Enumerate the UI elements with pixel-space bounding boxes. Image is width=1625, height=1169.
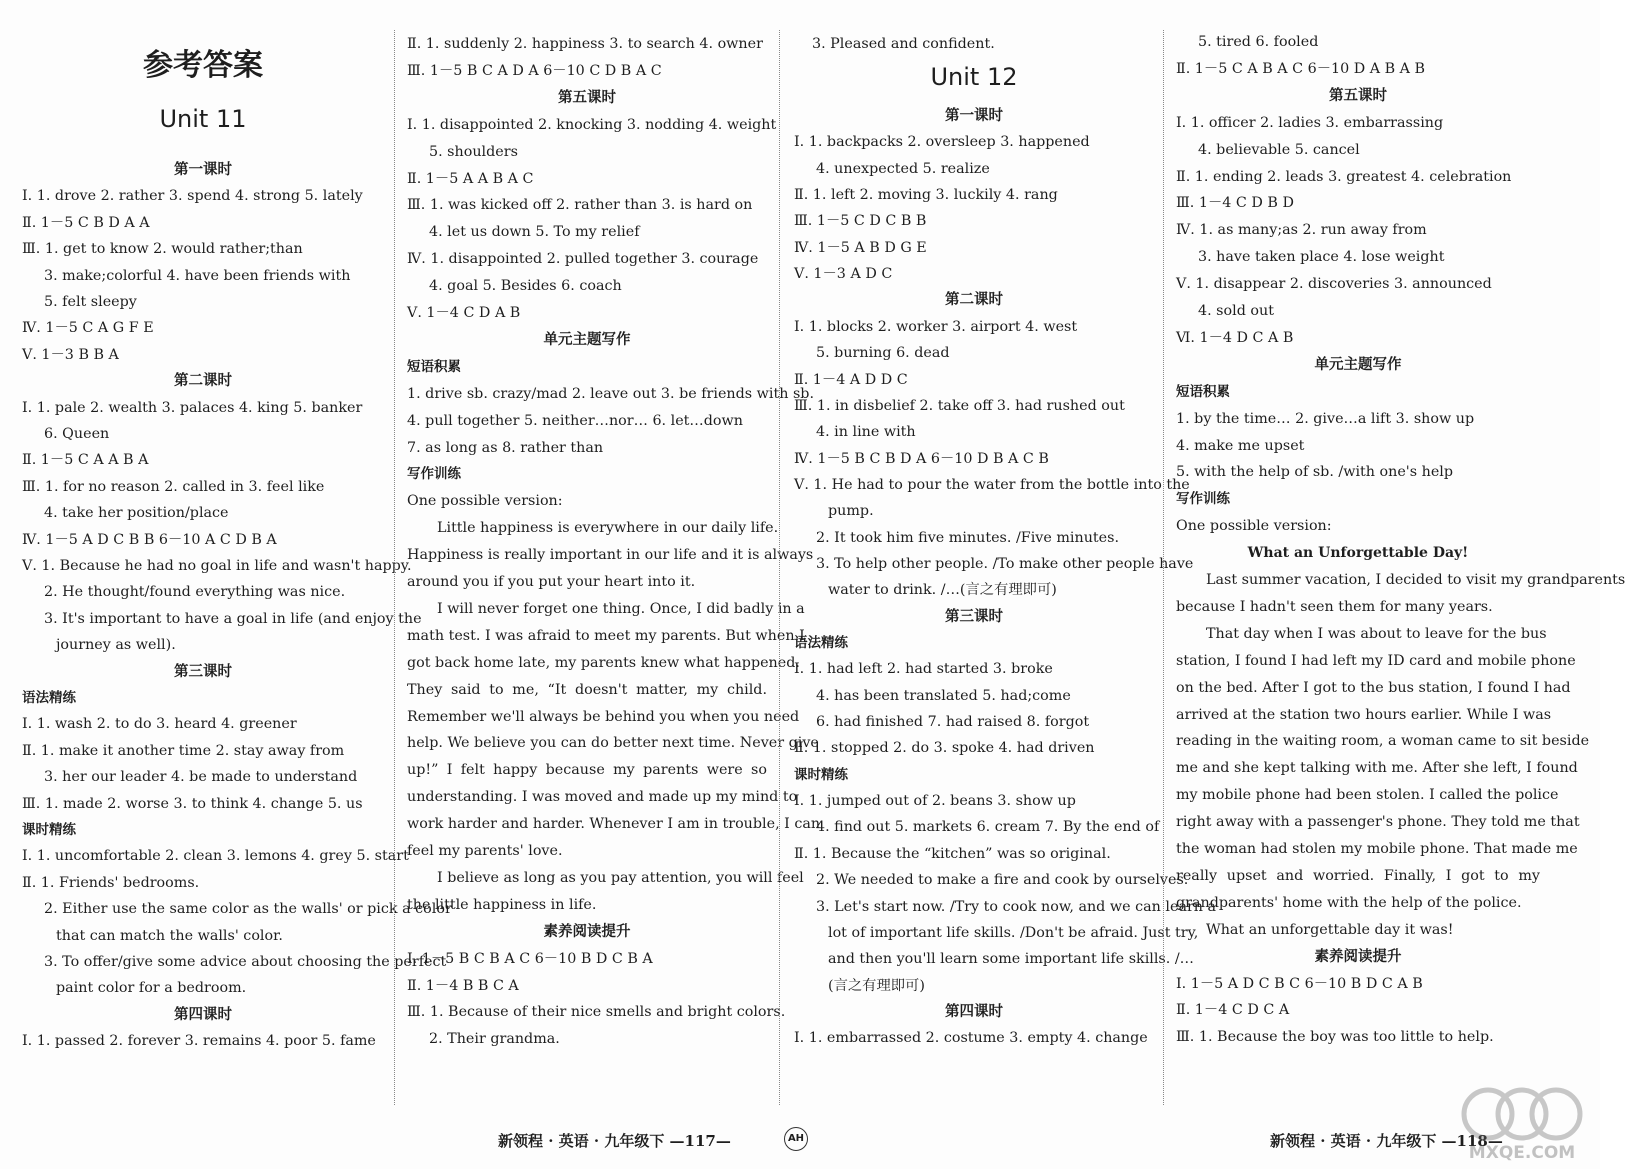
answer-line: 3. make;colorful 4. have been friends with bbox=[44, 267, 351, 284]
answer-line: because I hadn't seen them for many years. bbox=[1176, 598, 1493, 615]
answer-line: Ⅱ. 1－5 A A B A C bbox=[407, 170, 534, 187]
publisher-logo: AH bbox=[784, 1127, 808, 1151]
answer-line: reading in the waiting room, a woman came to sit beside bbox=[1176, 733, 1590, 750]
section-heading: 第二课时 bbox=[945, 292, 1003, 309]
section-heading: 第三课时 bbox=[174, 663, 232, 680]
column-divider bbox=[394, 30, 395, 1105]
answer-line: 5. tired 6. fooled bbox=[1198, 34, 1319, 50]
answer-line: pump. bbox=[828, 503, 874, 520]
answer-line: 5. with the help of sb. /with one's help bbox=[1176, 464, 1454, 481]
answer-line: lot of important life skills. /Don't be afraid. Just try, bbox=[828, 924, 1199, 941]
answer-line: on the bed. After I got to the bus station, I found I had bbox=[1176, 679, 1571, 696]
answer-line: Ⅲ. 1. in disbelief 2. take off 3. had rushed out bbox=[794, 397, 1125, 414]
answer-line: Ⅲ. 1. get to know 2. would rather;than bbox=[22, 241, 303, 258]
answer-line: Ⅱ. 1. suddenly 2. happiness 3. to search 4. owner bbox=[407, 36, 763, 52]
answer-line: 1. by the time… 2. give…a lift 3. show up bbox=[1176, 410, 1475, 427]
section-heading: 第一课时 bbox=[945, 108, 1003, 124]
answer-line: the woman had stolen my mobile phone. That made me bbox=[1176, 841, 1578, 857]
answer-line: 2. We needed to make a fire and cook by ourselves. bbox=[816, 872, 1189, 889]
answer-line: Ⅰ. 1. embarrassed 2. costume 3. empty 4. change bbox=[794, 1030, 1148, 1047]
watermark-text: MXQE.COM bbox=[1468, 1143, 1576, 1163]
answer-line: Ⅵ. 1－4 D C A B bbox=[1176, 329, 1294, 346]
answer-line: and then you'll learn some important life skills. /… bbox=[828, 951, 1194, 968]
page-title: 参考答案 bbox=[143, 48, 263, 83]
subsection-label: 写作训练 bbox=[407, 466, 461, 483]
answer-line: that can match the walls' color. bbox=[56, 927, 283, 944]
answer-line: Ⅰ. 1. backpacks 2. oversleep 3. happened bbox=[794, 134, 1090, 151]
answer-line: 4. pull together 5. neither…nor… 6. let…down bbox=[407, 412, 743, 429]
section-heading: 单元主题写作 bbox=[1314, 356, 1402, 373]
answer-line: Ⅱ. 1. Because the “kitchen” was so original. bbox=[794, 845, 1111, 862]
answer-line: really upset and worried. Finally, I got to my bbox=[1176, 867, 1540, 884]
answer-line: I believe as long as you pay attention, you will feel bbox=[437, 869, 804, 886]
section-heading: 第三课时 bbox=[945, 608, 1003, 625]
answer-line: 2. He thought/found everything was nice. bbox=[44, 584, 346, 601]
answer-line: 4. unexpected 5. realize bbox=[816, 160, 990, 177]
answer-line: feel my parents' love. bbox=[407, 843, 563, 859]
footer-page-118: 新领程 · 英语 · 九年级下 —118— bbox=[1270, 1132, 1503, 1150]
column-divider bbox=[1163, 30, 1164, 1105]
answer-line: Ⅳ. 1－5 A D C B B 6－10 A C D B A bbox=[22, 531, 277, 548]
answer-line: Ⅳ. 1－5 C A G F E bbox=[22, 320, 154, 337]
answer-line: Ⅳ. 1－5 A B D G E bbox=[794, 239, 927, 256]
unit-11-heading: Unit 11 bbox=[159, 105, 247, 133]
answer-line: paint color for a bedroom. bbox=[56, 980, 247, 997]
answer-line: Ⅱ. 1－5 C A A B A bbox=[22, 452, 149, 469]
answer-line: Ⅰ. 1－5 A D C B C 6－10 B D C A B bbox=[1176, 975, 1423, 992]
answer-line: Ⅱ. 1－5 C A B A C 6－10 D A B A B bbox=[1176, 60, 1426, 77]
answer-line: 4. find out 5. markets 6. cream 7. By the end of bbox=[816, 819, 1160, 836]
watermark-logo bbox=[1452, 1082, 1592, 1164]
answer-line: Ⅲ. 1－5 B C A D A 6－10 C D B A C bbox=[407, 62, 662, 79]
answer-line: Ⅱ. 1. ending 2. leads 3. greatest 4. celebration bbox=[1176, 168, 1512, 185]
answer-line: Ⅴ. 1－3 A D C bbox=[794, 266, 893, 283]
answer-line: 4. let us down 5. To my relief bbox=[429, 224, 640, 241]
answer-line: math test. I was afraid to meet my parents. But when I bbox=[407, 627, 805, 644]
answer-line: Ⅰ. 1. officer 2. ladies 3. embarrassing bbox=[1176, 114, 1444, 131]
answer-line: One possible version: bbox=[1176, 518, 1332, 535]
answer-line: I will never forget one thing. Once, I did badly in a bbox=[437, 600, 805, 617]
unit-12-heading: Unit 12 bbox=[930, 63, 1018, 91]
answer-line: 3. Let's start now. /Try to cook now, and we can learn a bbox=[816, 898, 1217, 915]
section-heading: 第四课时 bbox=[945, 1003, 1003, 1020]
section-heading: 素养阅读提升 bbox=[543, 923, 631, 940]
answer-line: 4. has been translated 5. had;come bbox=[816, 687, 1071, 704]
column-divider bbox=[779, 30, 780, 1105]
answer-line: Ⅰ. 1. disappointed 2. knocking 3. nodding 4. weight bbox=[407, 116, 777, 133]
answer-line: grandparents' home with the help of the police. bbox=[1176, 894, 1522, 911]
answer-line: (言之有理即可) bbox=[828, 977, 925, 994]
answer-line: They said to me, “It doesn't matter, my child. bbox=[407, 681, 767, 698]
answer-line: Ⅰ. 1－5 B C B A C 6－10 B D C B A bbox=[407, 950, 653, 967]
answer-line: 4. goal 5. Besides 6. coach bbox=[429, 278, 622, 295]
answer-line: 1. drive sb. crazy/mad 2. leave out 3. be friends with sb. bbox=[407, 385, 814, 402]
answer-line: around you if you put your heart into it. bbox=[407, 574, 696, 590]
answer-line: That day when I was about to leave for the bus bbox=[1206, 625, 1547, 642]
answer-line: right away with a passenger's phone. They told me that bbox=[1176, 814, 1580, 831]
answer-line: my mobile phone had been stolen. I called the police bbox=[1176, 787, 1559, 804]
answer-line: help. We believe you can do better next time. Never give bbox=[407, 735, 819, 752]
section-heading: 单元主题写作 bbox=[543, 331, 631, 348]
answer-line: 2. Their grandma. bbox=[429, 1031, 560, 1048]
answer-line: Ⅲ. 1. for no reason 2. called in 3. feel like bbox=[22, 478, 325, 495]
answer-line: me and she kept talking with me. After she left, I found bbox=[1176, 760, 1578, 777]
answer-line: Ⅴ. 1. He had to pour the water from the bottle into the bbox=[794, 476, 1190, 493]
answer-line: journey as well). bbox=[56, 637, 176, 654]
answer-line: 3. It's important to have a goal in life (and enjoy the bbox=[44, 610, 422, 627]
section-heading: 第四课时 bbox=[174, 1006, 232, 1023]
answer-line: Ⅱ. 1. Friends' bedrooms. bbox=[22, 874, 200, 891]
answer-line: Ⅰ. 1. drove 2. rather 3. spend 4. strong 5. lately bbox=[22, 188, 363, 205]
subsection-label: 语法精练 bbox=[22, 690, 76, 706]
essay-title: What an Unforgettable Day! bbox=[1247, 545, 1469, 562]
subsection-label: 写作训练 bbox=[1176, 491, 1230, 508]
answer-line: 2. It took him five minutes. /Five minutes. bbox=[816, 529, 1119, 546]
answer-line: 3. have taken place 4. lose weight bbox=[1198, 249, 1445, 266]
section-heading: 第一课时 bbox=[174, 162, 232, 178]
answer-line: 4. sold out bbox=[1198, 303, 1274, 319]
answer-line: Ⅱ. 1. stopped 2. do 3. spoke 4. had driven bbox=[794, 740, 1095, 757]
footer-page-117: 新领程 · 英语 · 九年级下 —117— bbox=[498, 1132, 731, 1150]
answer-line: up!” I felt happy because my parents were so bbox=[407, 762, 767, 779]
answer-line: work harder and harder. Whenever I am in trouble, I can bbox=[407, 816, 821, 833]
answer-line: 4. make me upset bbox=[1176, 437, 1305, 454]
answer-line: Ⅴ. 1－3 B B A bbox=[22, 346, 119, 363]
answer-line: What an unforgettable day it was! bbox=[1206, 921, 1454, 938]
answer-line: Ⅴ. 1. Because he had no goal in life and wasn't happy. bbox=[22, 558, 412, 574]
answer-line: Ⅱ. 1－4 A D D C bbox=[794, 371, 908, 388]
answer-line: Last summer vacation, I decided to visit my grandparents bbox=[1206, 572, 1625, 588]
answer-line: Ⅰ. 1. blocks 2. worker 3. airport 4. west bbox=[794, 318, 1078, 335]
answer-line: 5. felt sleepy bbox=[44, 294, 137, 310]
answer-line: 2. Either use the same color as the walls' or pick a color bbox=[44, 901, 452, 918]
section-heading: 第五课时 bbox=[1329, 87, 1387, 104]
answer-line: Ⅱ. 1－4 C D C A bbox=[1176, 1002, 1290, 1019]
answer-line: Ⅰ. 1. passed 2. forever 3. remains 4. poor 5. fame bbox=[22, 1033, 376, 1050]
answer-line: Ⅰ. 1. pale 2. wealth 3. palaces 4. king 5. banker bbox=[22, 399, 363, 416]
answer-line: 3. To help other people. /To make other people have bbox=[816, 555, 1194, 572]
answer-line: Ⅱ. 1. left 2. moving 3. luckily 4. rang bbox=[794, 187, 1058, 204]
answer-line: 3. her our leader 4. be made to understand bbox=[44, 769, 358, 786]
answer-line: One possible version: bbox=[407, 493, 563, 510]
answer-line: 6. Queen bbox=[44, 426, 110, 442]
answer-line: 3. To offer/give some advice about choosing the perfect bbox=[44, 954, 447, 970]
answer-line: water to drink. /…(言之有理即可) bbox=[828, 582, 1057, 599]
answer-line: Ⅳ. 1. as many;as 2. run away from bbox=[1176, 222, 1427, 239]
answer-line: 7. as long as 8. rather than bbox=[407, 439, 604, 456]
answer-line: Ⅲ. 1. was kicked off 2. rather than 3. is hard on bbox=[407, 197, 753, 214]
answer-line: 5. burning 6. dead bbox=[816, 345, 950, 362]
answer-line: Ⅱ. 1－4 B B C A bbox=[407, 977, 519, 994]
answer-line: Ⅲ. 1. Because the boy was too little to help. bbox=[1176, 1029, 1494, 1046]
answer-line: Ⅰ. 1. uncomfortable 2. clean 3. lemons 4. grey 5. start bbox=[22, 848, 409, 865]
answer-line: Happiness is really important in our life and it is always bbox=[407, 547, 814, 564]
section-heading: 第五课时 bbox=[558, 89, 616, 106]
answer-line: Ⅲ. 1－5 C D C B B bbox=[794, 213, 927, 230]
answer-line: arrived at the station two hours earlier. While I was bbox=[1176, 706, 1552, 723]
section-heading: 素养阅读提升 bbox=[1314, 948, 1402, 965]
answer-line: Ⅰ. 1. wash 2. to do 3. heard 4. greener bbox=[22, 716, 297, 733]
answer-line: 4. believable 5. cancel bbox=[1198, 141, 1360, 158]
section-heading: 第二课时 bbox=[174, 373, 232, 390]
subsection-label: 短语积累 bbox=[1176, 383, 1230, 400]
answer-line: Ⅱ. 1. make it another time 2. stay away from bbox=[22, 742, 345, 759]
answer-line: Ⅰ. 1. jumped out of 2. beans 3. show up bbox=[794, 793, 1076, 810]
answer-line: the little happiness in life. bbox=[407, 896, 597, 913]
answer-line: station, I found I had left my ID card and mobile phone bbox=[1176, 652, 1576, 669]
answer-line: Ⅳ. 1. disappointed 2. pulled together 3. courage bbox=[407, 251, 759, 268]
answer-line: Ⅱ. 1－5 C B D A A bbox=[22, 214, 150, 231]
answer-line: got back home late, my parents knew what happened. bbox=[407, 654, 800, 671]
answer-line: 6. had finished 7. had raised 8. forgot bbox=[816, 714, 1090, 731]
answer-line: Ⅲ. 1. made 2. worse 3. to think 4. change 5. us bbox=[22, 795, 363, 812]
answer-line: Ⅴ. 1. disappear 2. discoveries 3. announced bbox=[1176, 276, 1492, 293]
answer-line: Little happiness is everywhere in our daily life. bbox=[437, 520, 779, 537]
answer-line: 5. shoulders bbox=[429, 143, 518, 160]
answer-line: Remember we'll always be behind you when you need bbox=[407, 708, 800, 725]
answer-line: Ⅴ. 1－4 C D A B bbox=[407, 305, 521, 321]
answer-line: Ⅳ. 1－5 B C B D A 6－10 D B A C B bbox=[794, 450, 1049, 467]
subsection-label: 课时精练 bbox=[22, 822, 76, 838]
answer-line: 4. take her position/place bbox=[44, 505, 229, 522]
answer-line: 4. in line with bbox=[816, 424, 916, 441]
subsection-label: 课时精练 bbox=[794, 766, 848, 783]
answer-line: Ⅰ. 1. had left 2. had started 3. broke bbox=[794, 661, 1053, 678]
answer-line: Ⅲ. 1－4 C D B D bbox=[1176, 195, 1294, 212]
text-line: 3. Pleased and confident. bbox=[812, 36, 995, 52]
answer-line: Ⅲ. 1. Because of their nice smells and bright colors. bbox=[407, 1004, 786, 1021]
answer-line: understanding. I was moved and made up my mind to bbox=[407, 789, 798, 806]
subsection-label: 短语积累 bbox=[407, 358, 461, 375]
subsection-label: 语法精练 bbox=[794, 635, 848, 651]
